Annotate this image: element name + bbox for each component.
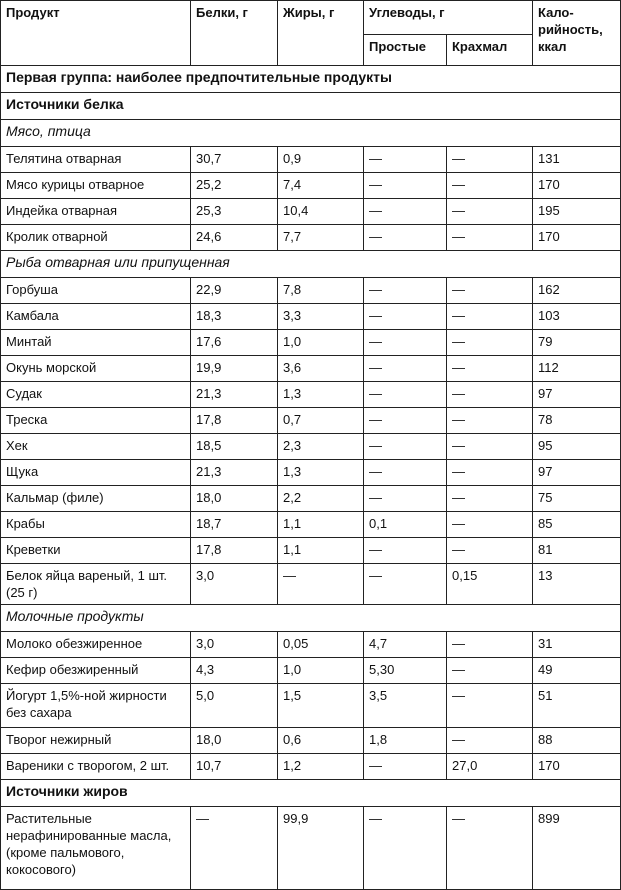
fat-cell: 1,2	[278, 754, 364, 780]
product-cell: Индейка отварная	[1, 199, 191, 225]
calories-cell: 75	[533, 486, 621, 512]
simple-carbs-cell: —	[364, 199, 447, 225]
product-cell: Кефир обезжиренный	[1, 658, 191, 684]
calories-cell: 78	[533, 408, 621, 434]
group-title: Первая группа: наиболее предпочтительные продукты	[1, 66, 621, 93]
simple-carbs-cell: 0,1	[364, 512, 447, 538]
fat-cell: 1,1	[278, 538, 364, 564]
starch-cell: —	[447, 408, 533, 434]
table-row	[1, 330, 621, 356]
table-row	[1, 382, 621, 408]
starch-cell: —	[447, 434, 533, 460]
fat-cell: 7,4	[278, 173, 364, 199]
product-cell: Молоко обезжиренное	[1, 632, 191, 658]
protein-cell: 18,0	[191, 486, 278, 512]
simple-carbs-cell: —	[364, 807, 447, 890]
product-cell: Вареники с творогом, 2 шт.	[1, 754, 191, 780]
calories-cell: 112	[533, 356, 621, 382]
product-cell: Мясо курицы отварное	[1, 173, 191, 199]
calories-cell: 51	[533, 684, 621, 728]
starch-cell: —	[447, 278, 533, 304]
product-cell: Минтай	[1, 330, 191, 356]
fat-cell: 3,3	[278, 304, 364, 330]
subgroup-dairy-title: Молочные продукты	[1, 605, 621, 632]
table-row	[1, 278, 621, 304]
protein-cell: 21,3	[191, 460, 278, 486]
simple-carbs-cell: —	[364, 382, 447, 408]
header-simple: Простые	[364, 35, 447, 66]
protein-cell: 3,0	[191, 632, 278, 658]
fat-cell: 7,7	[278, 225, 364, 251]
calories-cell: 81	[533, 538, 621, 564]
fat-cell: 1,3	[278, 460, 364, 486]
protein-cell: 18,7	[191, 512, 278, 538]
calories-cell: 49	[533, 658, 621, 684]
table-row	[1, 408, 621, 434]
table-row	[1, 304, 621, 330]
starch-cell: —	[447, 632, 533, 658]
header-protein: Белки, г	[191, 1, 278, 66]
table-row	[1, 147, 621, 173]
starch-cell: —	[447, 512, 533, 538]
starch-cell: —	[447, 173, 533, 199]
product-cell: Кролик отварной	[1, 225, 191, 251]
header-row	[1, 1, 621, 35]
starch-cell: —	[447, 356, 533, 382]
product-cell: Кальмар (филе)	[1, 486, 191, 512]
protein-cell: 17,8	[191, 408, 278, 434]
product-cell: Горбуша	[1, 278, 191, 304]
protein-cell: 21,3	[191, 382, 278, 408]
simple-carbs-cell: —	[364, 173, 447, 199]
protein-cell: 18,5	[191, 434, 278, 460]
table-row	[1, 564, 621, 605]
simple-carbs-cell: 5,30	[364, 658, 447, 684]
product-cell: Йогурт 1,5%-ной жирности без сахара	[1, 684, 191, 728]
header-calories: Кало- рийность, ккал	[533, 1, 621, 66]
calories-cell: 170	[533, 173, 621, 199]
header-carbs: Углеводы, г	[364, 1, 533, 35]
calories-cell: 97	[533, 382, 621, 408]
starch-cell: —	[447, 304, 533, 330]
protein-cell: 17,8	[191, 538, 278, 564]
starch-cell: —	[447, 486, 533, 512]
product-cell: Щука	[1, 460, 191, 486]
protein-cell: 30,7	[191, 147, 278, 173]
protein-cell: 18,0	[191, 728, 278, 754]
protein-cell: 5,0	[191, 684, 278, 728]
starch-cell: —	[447, 538, 533, 564]
simple-carbs-cell: —	[364, 330, 447, 356]
starch-cell: —	[447, 199, 533, 225]
header-starch: Крахмал	[447, 35, 533, 66]
fat-cell: 1,3	[278, 382, 364, 408]
subgroup-fish-title: Рыба отварная или припущенная	[1, 251, 621, 278]
table-row	[1, 512, 621, 538]
product-cell: Творог нежирный	[1, 728, 191, 754]
product-cell: Крабы	[1, 512, 191, 538]
calories-cell: 79	[533, 330, 621, 356]
fat-cell: 0,6	[278, 728, 364, 754]
fat-cell: 0,7	[278, 408, 364, 434]
fat-cell: 1,0	[278, 330, 364, 356]
table-row	[1, 632, 621, 658]
calories-cell: 170	[533, 754, 621, 780]
table-row	[1, 434, 621, 460]
calories-cell: 88	[533, 728, 621, 754]
simple-carbs-cell: —	[364, 564, 447, 605]
calories-cell: 162	[533, 278, 621, 304]
product-cell: Судак	[1, 382, 191, 408]
simple-carbs-cell: —	[364, 434, 447, 460]
protein-cell: 10,7	[191, 754, 278, 780]
product-cell: Креветки	[1, 538, 191, 564]
table-row	[1, 173, 621, 199]
protein-cell: 4,3	[191, 658, 278, 684]
header-product: Продукт	[1, 1, 191, 66]
simple-carbs-cell: —	[364, 538, 447, 564]
product-cell: Телятина отварная	[1, 147, 191, 173]
simple-carbs-cell: 1,8	[364, 728, 447, 754]
protein-cell: 3,0	[191, 564, 278, 605]
simple-carbs-cell: —	[364, 278, 447, 304]
header-fat: Жиры, г	[278, 1, 364, 66]
calories-cell: 103	[533, 304, 621, 330]
calories-cell: 85	[533, 512, 621, 538]
calories-cell: 899	[533, 807, 621, 890]
protein-cell: 17,6	[191, 330, 278, 356]
protein-cell: 24,6	[191, 225, 278, 251]
starch-cell: 0,15	[447, 564, 533, 605]
subgroup-meat-title: Мясо, птица	[1, 120, 621, 147]
starch-cell: —	[447, 382, 533, 408]
starch-cell: 27,0	[447, 754, 533, 780]
table-row	[1, 460, 621, 486]
simple-carbs-cell: —	[364, 147, 447, 173]
starch-cell: —	[447, 330, 533, 356]
calories-cell: 31	[533, 632, 621, 658]
fat-cell: 7,8	[278, 278, 364, 304]
product-cell: Камбала	[1, 304, 191, 330]
starch-cell: —	[447, 147, 533, 173]
fat-cell: 3,6	[278, 356, 364, 382]
starch-cell: —	[447, 684, 533, 728]
fat-cell: 10,4	[278, 199, 364, 225]
table-row	[1, 225, 621, 251]
section-fats-title: Источники жиров	[1, 780, 621, 807]
simple-carbs-cell: —	[364, 460, 447, 486]
product-cell: Растительные нерафинированные масла, (кроме пальмового, кокосового)	[1, 807, 191, 890]
starch-cell: —	[447, 225, 533, 251]
product-cell: Окунь морской	[1, 356, 191, 382]
table-row	[1, 356, 621, 382]
protein-cell: 22,9	[191, 278, 278, 304]
protein-cell: 19,9	[191, 356, 278, 382]
simple-carbs-cell: —	[364, 225, 447, 251]
fat-cell: 0,05	[278, 632, 364, 658]
table-row	[1, 807, 621, 890]
starch-cell: —	[447, 807, 533, 890]
fat-cell: —	[278, 564, 364, 605]
fat-cell: 0,9	[278, 147, 364, 173]
calories-cell: 95	[533, 434, 621, 460]
fat-cell: 2,3	[278, 434, 364, 460]
fat-cell: 2,2	[278, 486, 364, 512]
calories-cell: 97	[533, 460, 621, 486]
simple-carbs-cell: —	[364, 754, 447, 780]
fat-cell: 99,9	[278, 807, 364, 890]
calories-cell: 13	[533, 564, 621, 605]
product-cell: Треска	[1, 408, 191, 434]
starch-cell: —	[447, 728, 533, 754]
simple-carbs-cell: —	[364, 408, 447, 434]
simple-carbs-cell: —	[364, 356, 447, 382]
fat-cell: 1,1	[278, 512, 364, 538]
protein-cell: —	[191, 807, 278, 890]
simple-carbs-cell: 4,7	[364, 632, 447, 658]
fat-cell: 1,0	[278, 658, 364, 684]
protein-cell: 25,3	[191, 199, 278, 225]
fat-cell: 1,5	[278, 684, 364, 728]
starch-cell: —	[447, 658, 533, 684]
table-row	[1, 486, 621, 512]
calories-cell: 170	[533, 225, 621, 251]
protein-cell: 25,2	[191, 173, 278, 199]
table-row	[1, 538, 621, 564]
product-cell: Белок яйца вареный, 1 шт. (25 г)	[1, 564, 191, 605]
product-cell: Хек	[1, 434, 191, 460]
table-row	[1, 199, 621, 225]
starch-cell: —	[447, 460, 533, 486]
table-row	[1, 754, 621, 780]
simple-carbs-cell: 3,5	[364, 684, 447, 728]
section-protein-title: Источники белка	[1, 93, 621, 120]
calories-cell: 195	[533, 199, 621, 225]
calories-cell: 131	[533, 147, 621, 173]
table-row	[1, 658, 621, 684]
simple-carbs-cell: —	[364, 304, 447, 330]
table-row	[1, 684, 621, 728]
table-row	[1, 728, 621, 754]
simple-carbs-cell: —	[364, 486, 447, 512]
protein-cell: 18,3	[191, 304, 278, 330]
